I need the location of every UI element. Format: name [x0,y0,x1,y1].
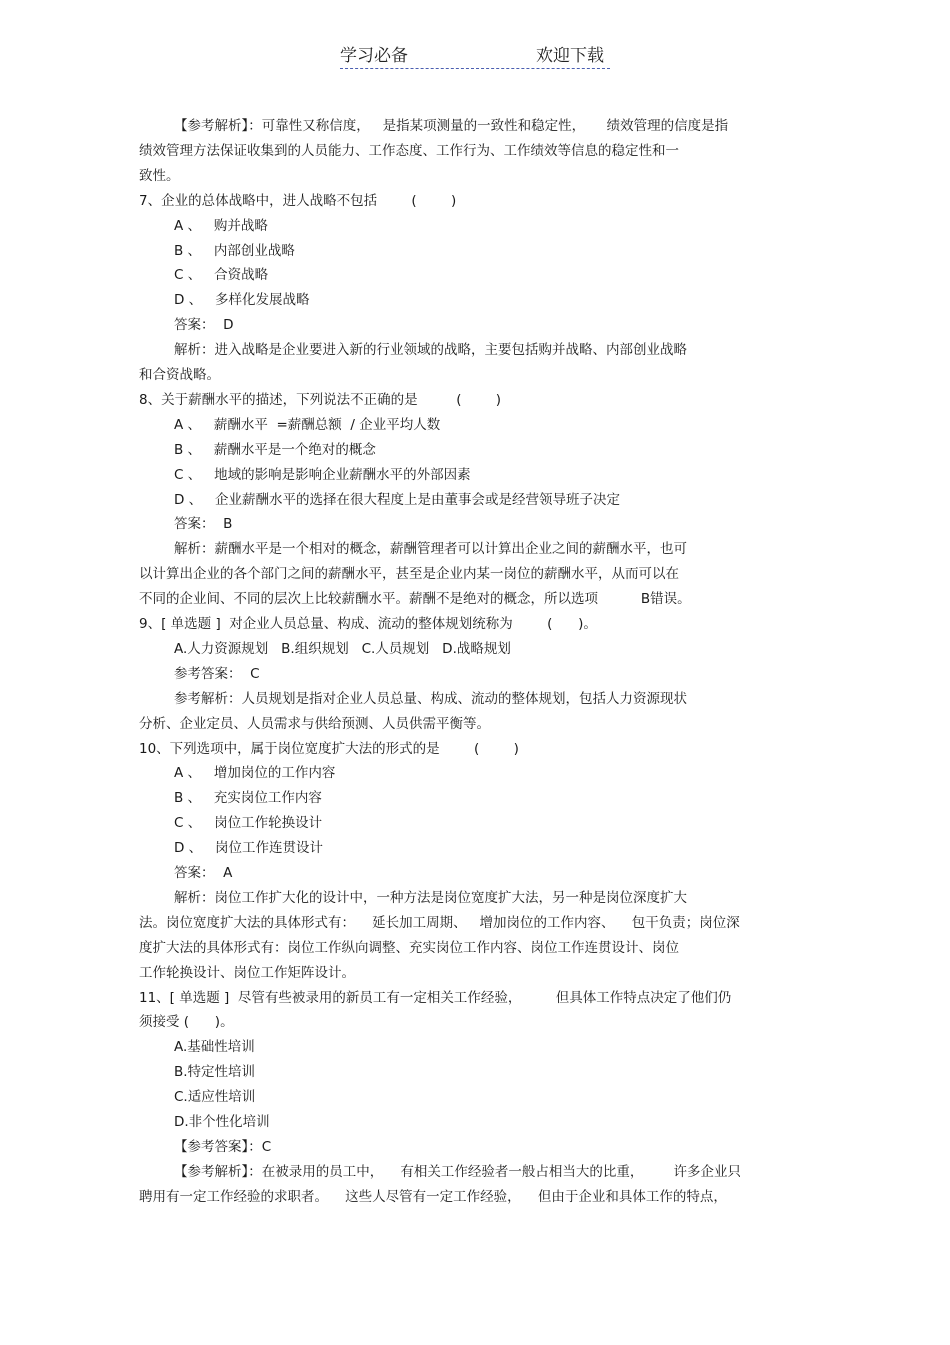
text-line: 以计算出企业的各个部门之间的薪酬水平，甚至是企业内某一岗位的薪酬水平，从而可以在 [139,566,679,583]
page-header [340,38,610,69]
text-line: A 、 增加岗位的工作内容 [174,765,336,782]
text-line: 7、企业的总体战略中，进人战略不包括 ( ) [139,192,457,209]
text-line: D 、 岗位工作连贯设计 [174,840,324,857]
text-line: C 、 合资战略 [174,267,269,284]
text-line: 须接受 ( )。 [139,1014,234,1031]
text-line: 9、[ 单选题 ] 对企业人员总量、构成、流动的整体规划统称为 ( )。 [139,616,597,632]
text-line: B.特定性培训 [174,1064,256,1081]
text-line: D.非个性化培训 [174,1114,270,1130]
header-right-text: 欢迎下载 [536,46,604,66]
text-line: 解析：进入战略是企业要进入新的行业领域的战略，主要包括购并战略、内部创业战略 [174,342,687,359]
text-line: A.人力资源规划 B.组织规划 C.人员规划 D.战略规划 [174,640,511,657]
text-line: 解析：岗位工作扩大化的设计中，一种方法是岗位宽度扩大法，另一种是岗位深度扩大 [174,889,687,906]
text-line: A 、 薪酬水平 =薪酬总额 / 企业平均人数 [174,416,441,433]
text-line: C 、 岗位工作轮换设计 [174,815,323,832]
text-line: 答案： A [174,865,233,881]
text-line: 参考解析：人员规划是指对企业人员总量、构成、流动的整体规划，包括人力资源现状 [174,690,687,707]
text-line: 分析、企业定员、人员需求与供给预测、人员供需平衡等。 [139,715,490,732]
text-line: 解析：薪酬水平是一个相对的概念，薪酬管理者可以计算出企业之间的薪酬水平，也可 [174,541,687,558]
text-line: 法。岗位宽度扩大法的具体形式有： 延长加工周期、 增加岗位的工作内容、 包干负责；岗位深 [139,914,740,931]
text-line: 8、关于薪酬水平的描述，下列说法不正确的是 ( ) [139,391,502,408]
text-line: 致性。 [139,167,180,184]
text-line: A.基础性培训 [174,1039,255,1056]
text-line: 聘用有一定工作经验的求职者。 这些人尽管有一定工作经验， 但由于企业和具体工作的特点， [139,1188,727,1205]
text-line: 度扩大法的具体形式有：岗位工作纵向调整、充实岗位工作内容、岗位工作连贯设计、岗位 [139,939,679,956]
text-line: 11、[ 单选题 ] 尽管有些被录用的新员工有一定相关工作经验， 但具体工作特点决定了他们仍 [139,989,732,1006]
text-line: B 、 充实岗位工作内容 [174,790,322,807]
text-line: 不同的企业间、不同的层次上比较薪酬水平。薪酬不是绝对的概念，所以选项 B错误。 [139,591,691,608]
text-line: 【参考解析】：可靠性又称信度， 是指某项测量的一致性和稳定性， 绩效管理的信度是指 [174,118,729,134]
text-line: 参考答案： C [174,665,260,682]
text-line: C 、 地域的影响是影响企业薪酬水平的外部因素 [174,466,471,483]
text-line: B 、 薪酬水平是一个绝对的概念 [174,441,376,458]
text-line: B 、 内部创业战略 [174,242,295,259]
text-line: 【参考答案】：C [174,1138,272,1155]
text-line: 绩效管理方法保证收集到的人员能力、工作态度、工作行为、工作绩效等信息的稳定性和一 [139,142,679,159]
text-line: C.适应性培训 [174,1089,256,1106]
text-line: D 、 企业薪酬水平的选择在很大程度上是由董事会或是经营领导班子决定 [174,491,621,508]
text-line: 【参考解析】：在被录用的员工中， 有相关工作经验者一般占相当大的比重， 许多企业只 [174,1163,741,1180]
text-line: 10、下列选项中，属于岗位宽度扩大法的形式的是 ( ) [139,740,519,757]
text-line: 工作轮换设计、岗位工作矩阵设计。 [139,964,355,981]
text-line: 答案： D [174,317,234,334]
text-line: D 、 多样化发展战略 [174,292,310,309]
text-line: A 、 购并战略 [174,217,268,234]
text-line: 和合资战略。 [139,367,220,383]
text-line: 答案： B [174,516,233,533]
header-left-text: 学习必备 [340,46,408,66]
